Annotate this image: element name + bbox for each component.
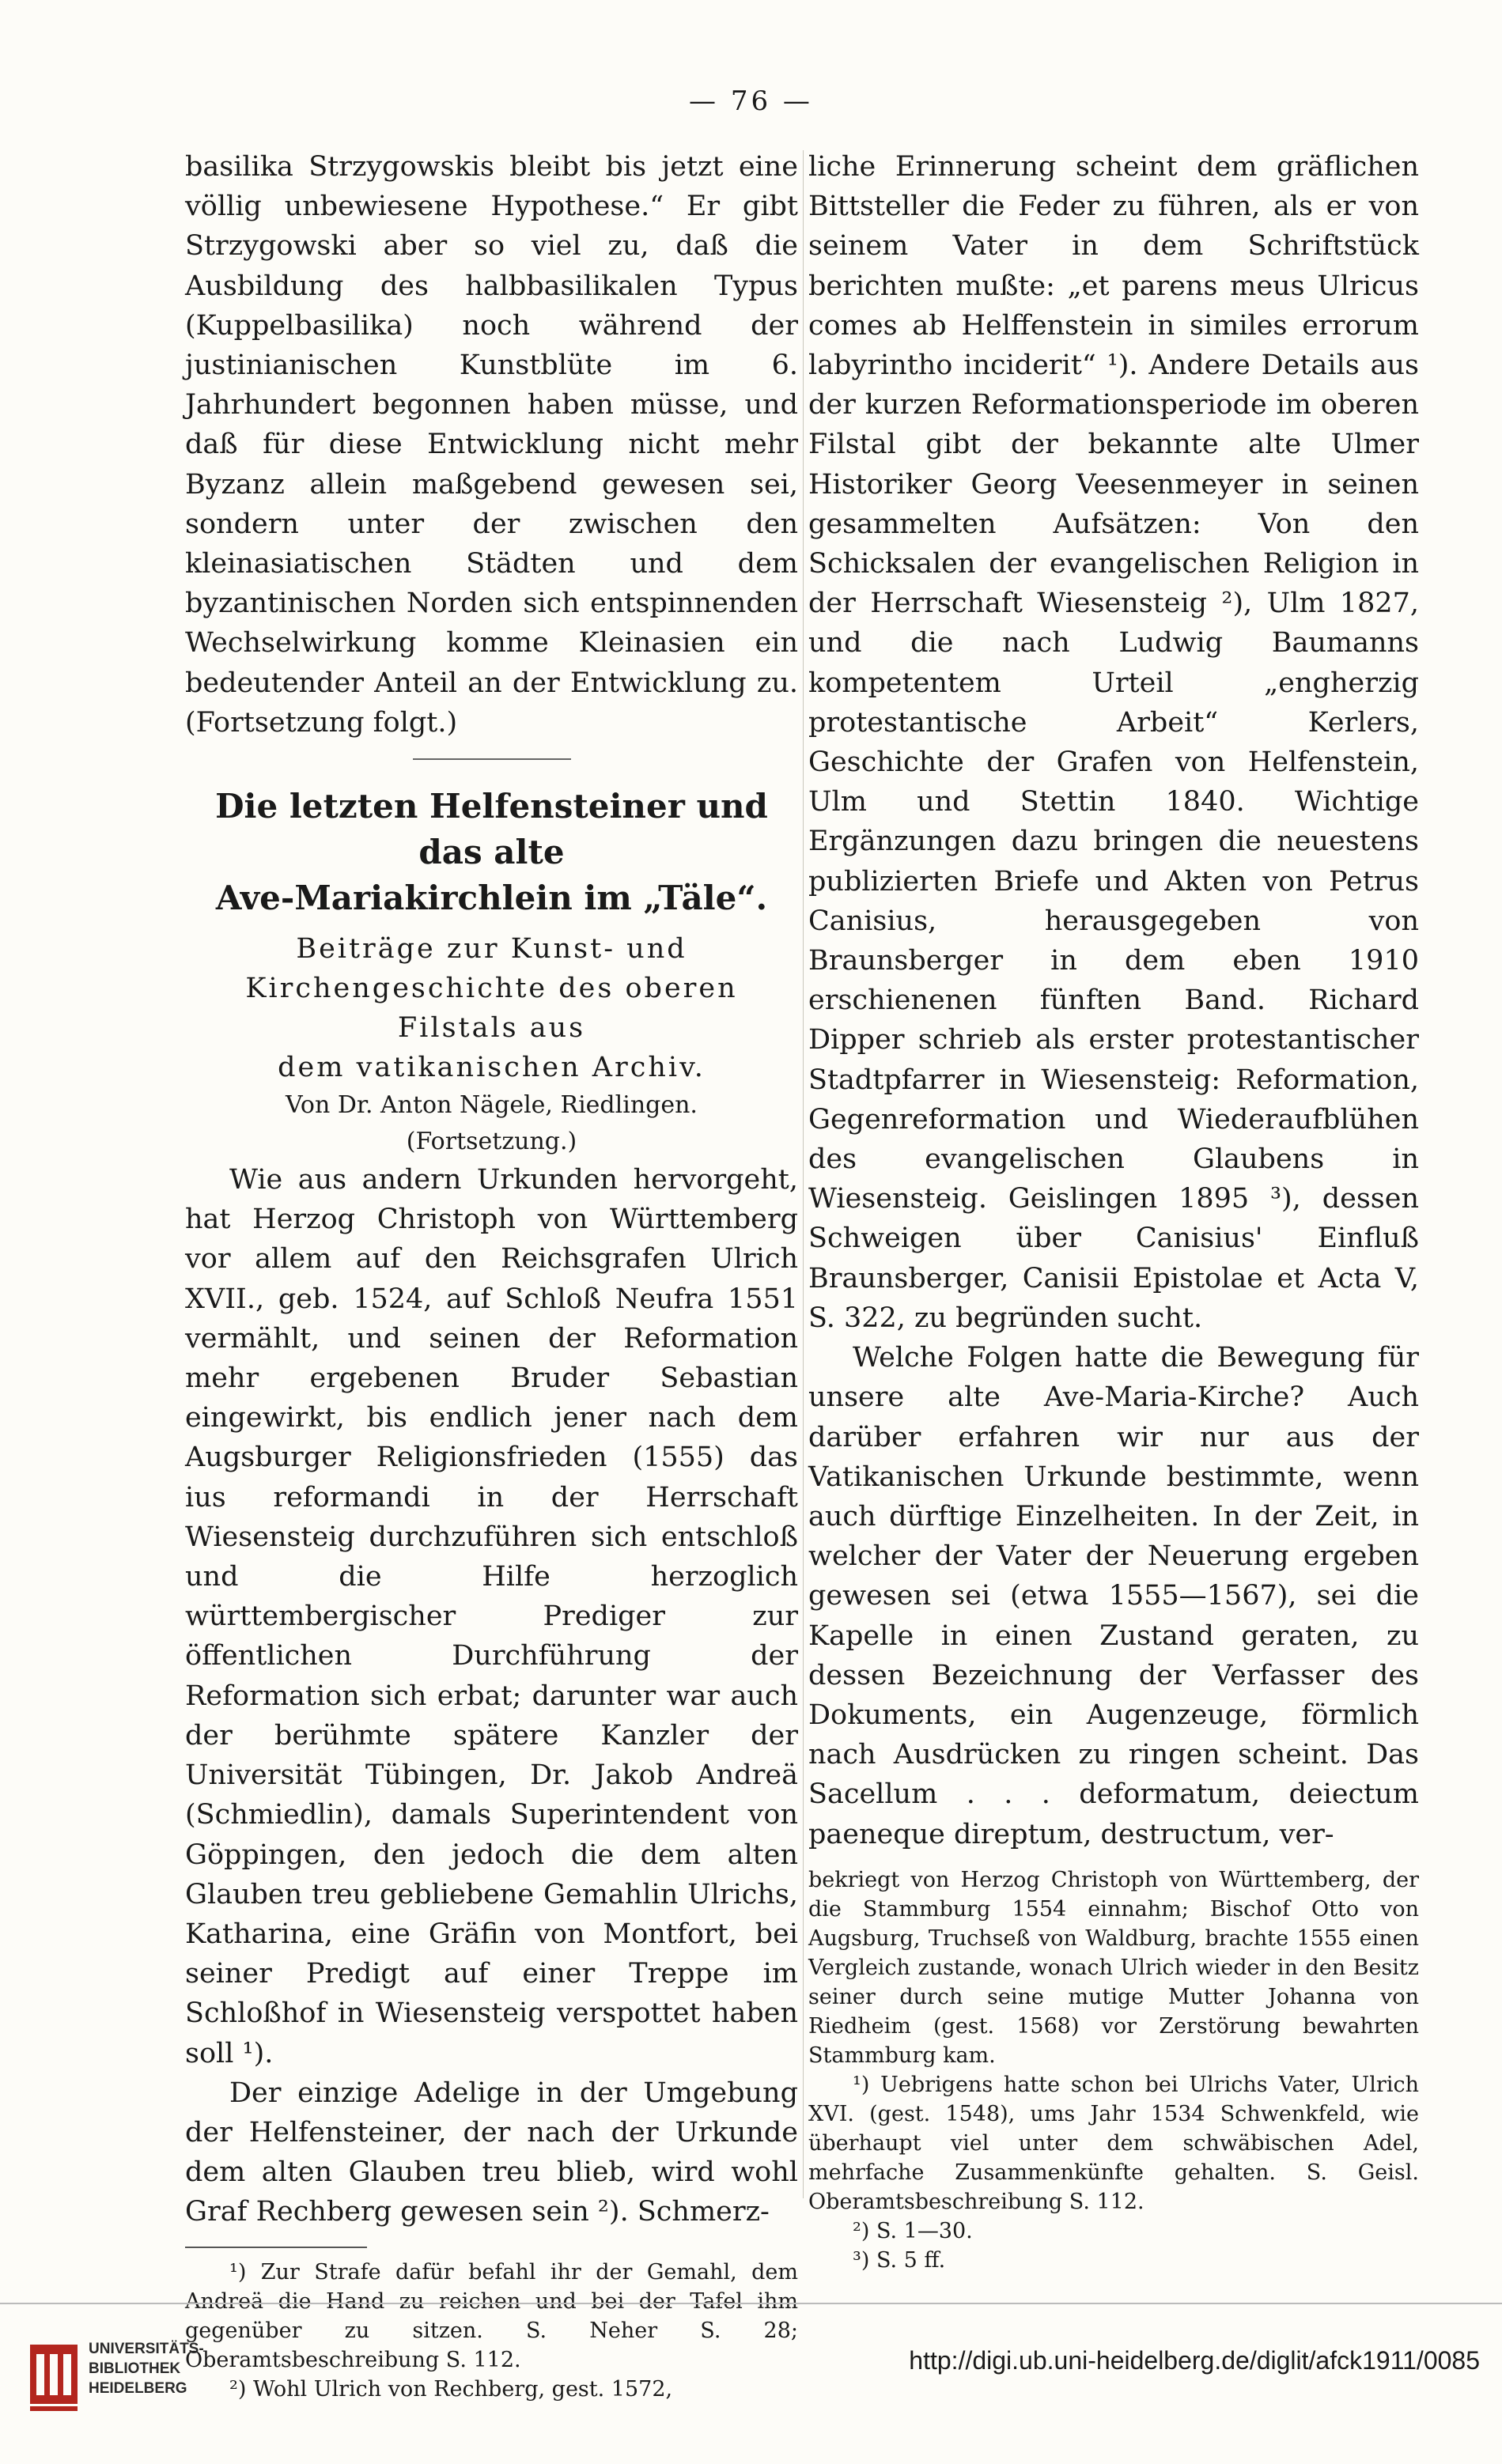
article-subtitle-line-1: Beiträge zur Kunst- und Kirchengeschichte des oberen Filstals aus: [245, 933, 738, 1045]
library-name: [89, 2339, 204, 2398]
continuation-note: (Fortsetzung.): [406, 1128, 577, 1156]
article-subtitle-line-2: dem vatikanischen Archiv.: [278, 1052, 706, 1084]
library-name-line: HEIDELBERG: [89, 2380, 187, 2397]
footnote: ³) S. 5 ff.: [853, 2247, 946, 2273]
footnote-continuation: bekriegt von Herzog Christoph von Württemberg, der die Stammburg 1554 einnahm; Bischof Otto von Augsburg, Truchseß von Waldburg, brachte 1555 einen Vergleich zustande, wonach Ulrich wieder in den Besitz seiner durch seine mutige Mutter Johanna von Riedheim (gest. 1568) vor Zerstörung bewahrten Stammburg kam.: [808, 1867, 1419, 2068]
footnote: ²) S. 1—30.: [853, 2218, 973, 2243]
footnote: ¹) Zur Strafe dafür befahl ihr der Gemahl, dem Andreä die Hand zu reichen und bei der Tafel ihm gegenüber zu sitzen. S. Neher S. 28; Oberamtsbeschreibung S. 112.: [185, 2259, 798, 2372]
section-divider: [413, 758, 571, 760]
library-name-line: UNIVERSITÄTS-: [89, 2341, 204, 2357]
source-url-link[interactable]: http://digi.ub.uni-heidelberg.de/diglit/afck1911/0085: [909, 2346, 1480, 2375]
footnote: ²) Wohl Ulrich von Rechberg, gest. 1572,: [229, 2376, 673, 2402]
column-divider: [803, 150, 804, 2198]
footer-rule: [0, 2303, 1502, 2304]
body-paragraph: liche Erinnerung scheint dem gräflichen Bittsteller die Feder zu führen, als er von seinem Vater in dem Schriftstück berichten mußte: „et parens meus Ulricus comes ab Helffenstein in similes errorum labyrintho inciderit“ ¹). Andere Details aus der kurzen Reformationsperiode im oberen Filstal gibt der bekannte alte Ulmer Historiker Georg Veesenmeyer in seinen gesammelten Aufsätzen: Von den Schicksalen der evangelischen Religion in der Herrschaft Wiesensteig ²), Ulm 1827, und die nach Ludwig Baumanns kompetentem Urteil „engherzig protestantische Arbeit“ Kerlers, Geschichte der Grafen von Helfenstein, Ulm und Stettin 1840. Wichtige Ergänzungen dazu bringen die neuestens publizierten Briefe und Akten von Petrus Canisius, herausgegeben von Braunsberger in dem eben 1910 erschienenen fünften Band. Richard Dipper schrieb als erster protestantischer Stadtpfarrer in Wiesensteig: Reformation, Gegenreformation und Wiederaufblühen des evangelischen Glaubens in Wiesensteig. Geislingen 1895 ³), dessen Schweigen über Canisius' Einfluß Braunsberger, Canisii Epistolae et Acta V, S. 322, zu begründen sucht.: [808, 151, 1419, 1334]
article-title: [185, 784, 798, 921]
article-title-line-1: Die letzten Helfensteiner und das alte: [215, 787, 768, 872]
library-name-line: BIBLIOTHEK: [89, 2360, 181, 2377]
article-title-line-2: Ave-Mariakirchlein im „Täle“.: [215, 879, 768, 918]
footnote-rule: [185, 2247, 367, 2248]
body-paragraph: Der einzige Adelige in der Umgebung der Helfensteiner, der nach der Urkunde dem alten Glauben treu blieb, wird wohl Graf Rechberg gewesen sein ²). Schmerz-: [185, 2077, 798, 2228]
continued-paragraph: basilika Strzygowskis bleibt bis jetzt eine völlig unbewiesene Hypothese.“ Er gibt Strzygowski aber so viel zu, daß die Ausbildung des halbbasilikalen Typus (Kuppelbasilika) noch während der justinianischen Kunstblüte im 6. Jahrhundert begonnen haben müsse, und daß für diese Entwicklung nicht mehr Byzanz allein maßgebend gewesen sei, sondern unter der zwischen den kleinasiatischen Städten und dem byzantinischen Norden sich entspinnenden Wechselwirkung komme Kleinasien ein bedeutender Anteil an der Entwicklung zu. (Fortsetzung folgt.): [185, 151, 798, 739]
footnote: ¹) Uebrigens hatte schon bei Ulrichs Vater, Ulrich XVI. (gest. 1548), ums Jahr 1534 Schwenkfeld, wie überhaupt viel unter dem schwäbischen Adel, mehrfache Zusammenkünfte gehalten. S. Geisl. Oberamtsbeschreibung S. 112.: [808, 2072, 1419, 2214]
right-column: [808, 147, 1419, 2275]
university-library-logo-icon: [30, 2337, 78, 2416]
body-paragraph: Welche Folgen hatte die Bewegung für unsere alte Ave-Maria-Kirche? Auch darüber erfahren wir nur aus der Vatikanischen Urkunde bestimmte, wenn auch dürftige Einzelheiten. In der Zeit, in welcher der Vater der Neuerung ergeben gewesen sei (etwa 1555—1567), sei die Kapelle in einen Zustand geraten, zu dessen Bezeichnung der Verfasser des Dokuments, ein Augenzeuge, förmlich nach Ausdrücken zu ringen scheint. Das Sacellum . . . deformatum, deiectum paeneque direptum, destructum, ver-: [808, 1342, 1419, 1850]
page-number: — 76 —: [689, 85, 813, 117]
article-author: Von Dr. Anton Nägele, Riedlingen.: [286, 1091, 698, 1120]
body-paragraph: Wie aus andern Urkunden hervorgeht, hat Herzog Christoph von Württemberg vor allem auf den Reichsgrafen Ulrich XVII., geb. 1524, auf Schloß Neufra 1551 vermählt, und seinen der Reformation mehr ergebenen Bruder Sebastian eingewirkt, bis endlich jener nach dem Augsburger Religionsfrieden (1555) das ius reformandi in der Herrschaft Wiesensteig durchzuführen sich entschloß und die Hilfe herzoglich württembergischer Prediger zur öffentlichen Durchführung der Reformation sich erbat; darunter war auch der berühmte spätere Kanzler der Universität Tübingen, Dr. Jakob Andreä (Schmiedlin), damals Superintendent von Göppingen, den jedoch die dem alten Glauben treu gebliebene Gemahlin Ulrichs, Katharina, eine Gräfin von Montfort, bei seiner Predigt auf einer Treppe im Schloßhof in Wiesensteig verspottet haben soll ¹).: [185, 1164, 798, 2069]
left-column: [185, 147, 798, 2404]
